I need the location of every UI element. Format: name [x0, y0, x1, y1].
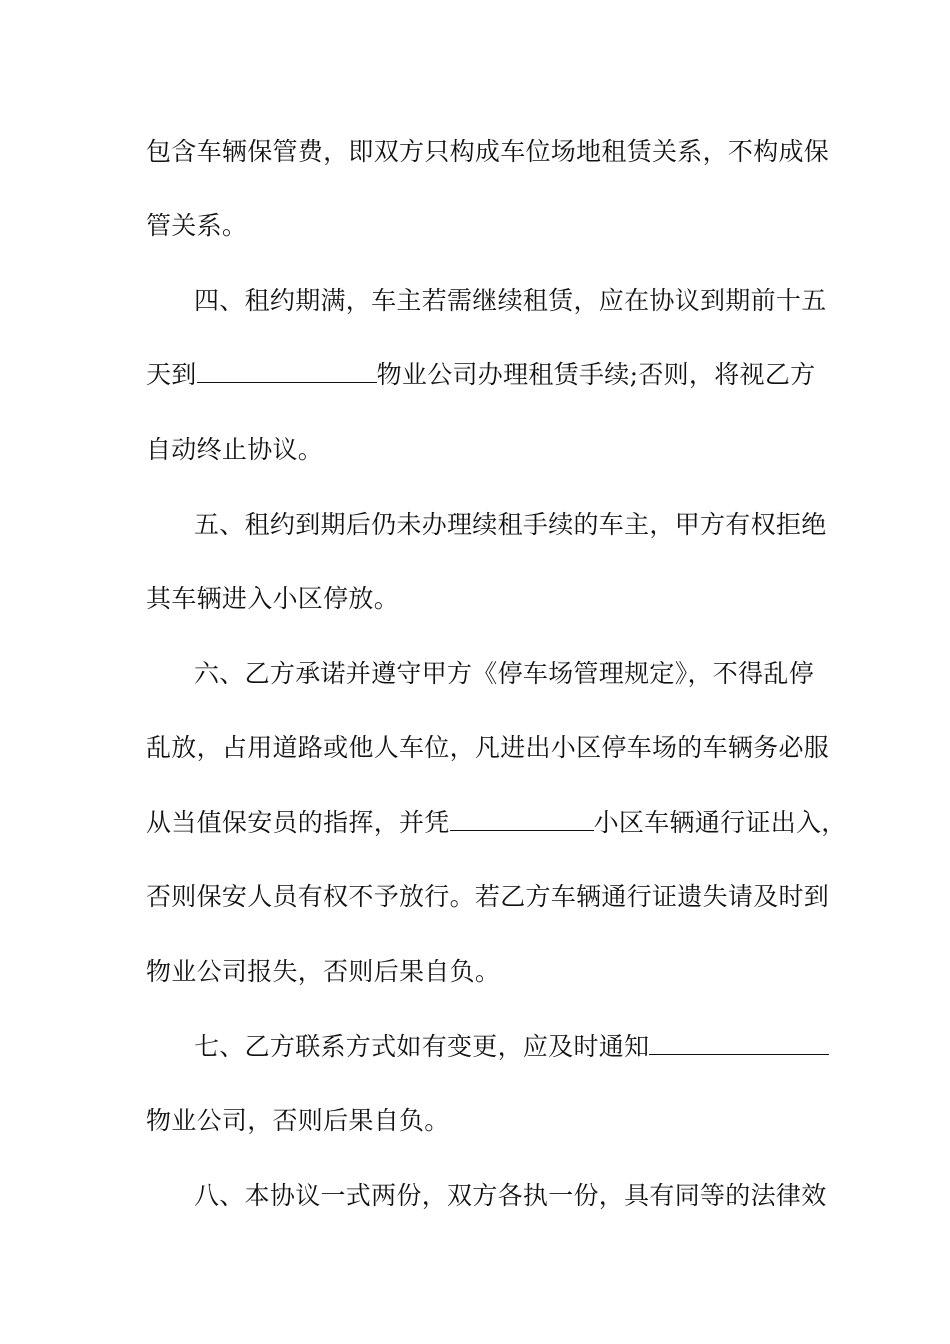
- paragraph-line: 自动终止协议。: [146, 435, 324, 464]
- clause-5-line: 五、租约到期后仍未办理续租手续的车主，甲方有权拒绝: [194, 510, 827, 539]
- clause-4-line: 四、租约期满，车主若需继续租赁，应在协议到期前十五: [194, 286, 827, 315]
- paragraph-line: 乱放，占用道路或他人车位，凡进出小区停车场的车辆务必服: [146, 733, 830, 762]
- text-segment: 物业公司办理租赁手续;否则，将视乙方: [376, 360, 816, 389]
- paragraph-line: [146, 808, 847, 838]
- fill-in-blank[interactable]: [197, 360, 377, 383]
- text-segment: 小区车辆通行证出入，: [593, 808, 847, 837]
- paragraph-line: 物业公司，否则后果自负。: [146, 1106, 450, 1135]
- text-segment: 天到: [146, 360, 197, 389]
- fill-in-blank[interactable]: [450, 808, 594, 831]
- paragraph-line: 包含车辆保管费，即双方只构成车位场地租赁关系，不构成保: [146, 137, 830, 166]
- text-segment: 七、乙方联系方式如有变更，应及时通知: [194, 1032, 650, 1061]
- paragraph-line: 管关系。: [146, 211, 248, 240]
- paragraph-line: 其车辆进入小区停放。: [146, 584, 400, 613]
- paragraph-line: 否则保安人员有权不予放行。若乙方车辆通行证遗失请及时到: [146, 882, 830, 911]
- paragraph-line: 物业公司报失，否则后果自负。: [146, 957, 501, 986]
- fill-in-blank[interactable]: [649, 1032, 829, 1055]
- clause-8-line: 八、本协议一式两份，双方各执一份，具有同等的法律效: [194, 1181, 827, 1210]
- text-segment: 从当值保安员的指挥，并凭: [146, 808, 450, 837]
- clause-6-line: 六、乙方承诺并遵守甲方《停车场管理规定》，不得乱停: [194, 659, 815, 688]
- clause-7-line: [194, 1032, 829, 1062]
- paragraph-line: [146, 360, 815, 390]
